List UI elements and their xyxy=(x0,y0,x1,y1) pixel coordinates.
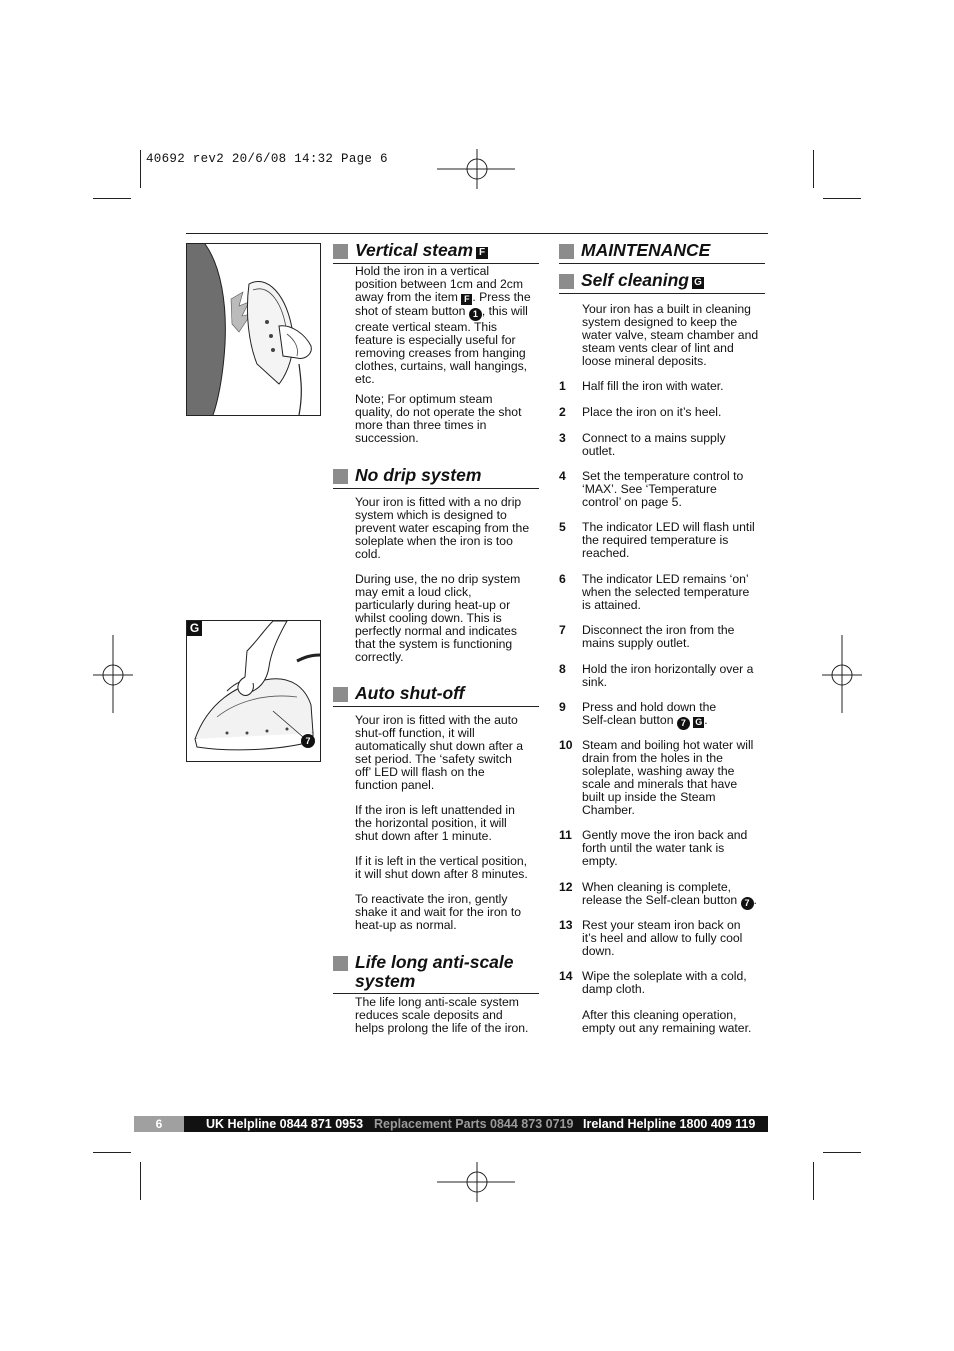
section-no-drip-header xyxy=(333,466,539,489)
section-marker xyxy=(559,244,574,259)
crop-mark xyxy=(823,1152,861,1153)
self-cleaning-intro: Your iron has a built in cleaning system designed to keep the water valve, steam chamber and steam vents clear of lint and loose mineral deposits. xyxy=(582,302,759,368)
section-title: Auto shut-off xyxy=(355,683,465,703)
section-title: Vertical steam F xyxy=(355,241,488,260)
registration-mark-right xyxy=(822,635,862,715)
crop-mark xyxy=(823,198,861,199)
section-marker xyxy=(333,687,348,702)
iron-horizontal-illustration xyxy=(187,621,320,761)
page-number: 6 xyxy=(134,1116,184,1132)
section-title: No drip system xyxy=(355,465,482,485)
crop-mark xyxy=(93,198,131,199)
print-slug: 40692 rev2 20/6/08 14:32 Page 6 xyxy=(146,152,388,166)
crop-mark xyxy=(140,1162,141,1200)
replacement-parts: Replacement Parts 0844 873 0719 xyxy=(374,1117,574,1131)
figure-g-callout: 7 xyxy=(305,736,311,746)
crop-mark xyxy=(140,150,141,188)
registration-mark-bottom xyxy=(437,1162,517,1202)
auto-shutoff-paragraph-2: If the iron is left unattended in the horizontal position, it will shut down after 1 minute. xyxy=(355,803,515,843)
auto-shutoff-paragraph-1: Your iron is fitted with the auto shut-off function, it will automatically shut down after a set period. The ‘safety switch off’ LED will flash on the function panel. xyxy=(355,713,524,792)
ireland-helpline: Ireland Helpline 1800 409 119 xyxy=(583,1117,756,1131)
section-vertical-steam-header xyxy=(333,241,539,264)
registration-mark-top xyxy=(437,149,517,189)
vertical-steam-paragraph: Hold the iron in a vertical position between 1cm and 2cm away from the item F . Press the shot of steam button 1 , this will create vertical steam. This feature is especially useful for removing creases from hanging clothes, curtains, wall hangings, etc. xyxy=(355,264,531,386)
no-drip-paragraph-2: During use, the no drip system may emit a loud click, particularly during heat-up or whilst cooling down. This is perfectly normal and indicates that the system is functioning correctly. xyxy=(355,572,521,664)
anti-scale-paragraph: The life long anti-scale system reduces scale deposits and helps prolong the life of the iron. xyxy=(355,995,529,1035)
figure-g xyxy=(186,620,321,762)
section-marker xyxy=(333,469,348,484)
figure-ref-badge: G xyxy=(695,717,703,727)
iron-vertical-illustration xyxy=(187,244,320,415)
section-self-cleaning-header xyxy=(559,271,765,294)
top-rule xyxy=(186,233,768,234)
section-maintenance-header xyxy=(559,241,765,264)
auto-shutoff-paragraph-3: If it is left in the vertical position, it will shut down after 8 minutes. xyxy=(355,854,528,881)
section-marker xyxy=(333,244,348,259)
no-drip-paragraph-1: Your iron is fitted with a no drip system which is designed to prevent water escaping from the soleplate when the iron is too cold. xyxy=(355,495,530,561)
section-auto-shutoff-header xyxy=(333,684,539,707)
figure-f xyxy=(186,243,321,416)
figure-ref-badge: F xyxy=(476,247,488,259)
section-marker xyxy=(333,956,348,971)
footer-bar xyxy=(134,1116,768,1132)
section-title: Self cleaning G xyxy=(581,271,704,290)
uk-helpline: UK Helpline 0844 871 0953 xyxy=(206,1117,364,1131)
self-cleaning-outro: After this cleaning operation, empty out any remaining water. xyxy=(582,1008,752,1035)
section-title: MAINTENANCE xyxy=(581,240,711,260)
button-ref-circle: 7 xyxy=(677,717,690,730)
section-title: Life long anti-scale system xyxy=(355,952,514,991)
auto-shutoff-paragraph-4: To reactivate the iron, gently shake it and wait for the iron to heat-up as normal. xyxy=(355,892,521,932)
crop-mark xyxy=(813,1162,814,1200)
crop-mark xyxy=(813,150,814,188)
button-ref-circle: 1 xyxy=(469,308,482,321)
figure-ref-badge: F xyxy=(461,294,472,305)
section-anti-scale-header xyxy=(333,953,539,994)
button-ref-circle: 7 xyxy=(741,897,754,910)
section-marker xyxy=(559,274,574,289)
figure-g-label: G xyxy=(187,621,202,636)
vertical-steam-note: Note; For optimum steam quality, do not operate the shot more than three times in succession. xyxy=(355,392,522,445)
registration-mark-left xyxy=(93,635,133,715)
figure-ref-badge: G xyxy=(692,277,704,289)
crop-mark xyxy=(93,1152,131,1153)
